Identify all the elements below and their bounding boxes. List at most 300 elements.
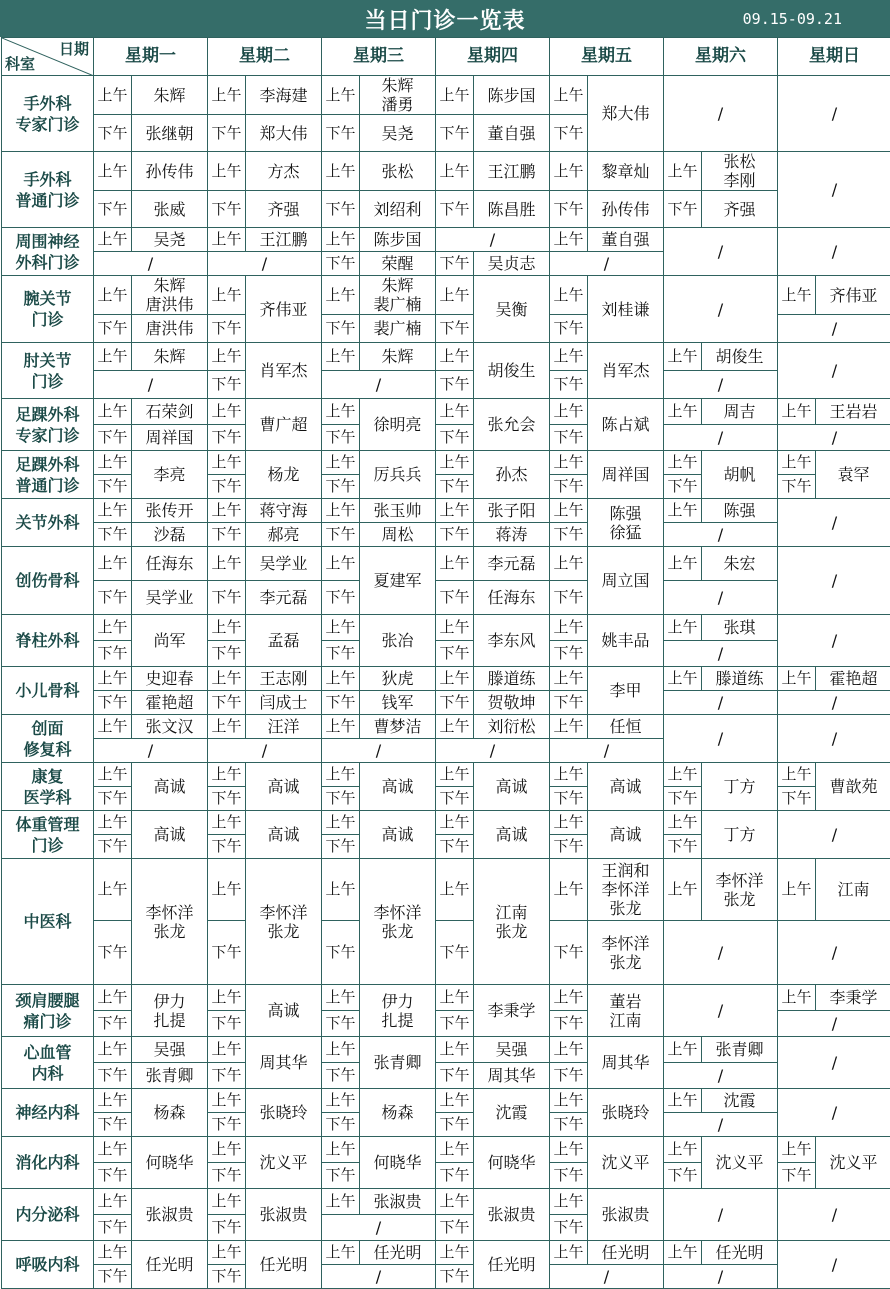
am-label: 上午 <box>550 499 588 523</box>
am-label: 上午 <box>550 547 588 581</box>
schedule-row-am <box>2 859 890 921</box>
doctor-name-am: 王江鹏 <box>474 152 550 191</box>
doctor-name-am: 任光明 <box>360 1241 436 1265</box>
pm-label: 下午 <box>778 1163 816 1189</box>
blank-slot: / <box>436 228 550 252</box>
am-label: 上午 <box>94 1137 132 1163</box>
am-label: 上午 <box>94 547 132 581</box>
doctor-name-am: 吴尧 <box>132 228 208 252</box>
am-label: 上午 <box>436 276 474 315</box>
am-label: 上午 <box>322 1241 360 1265</box>
schedule-row-am <box>2 343 890 371</box>
pm-label: 下午 <box>208 115 246 152</box>
pm-label: 下午 <box>436 1113 474 1137</box>
am-label: 上午 <box>550 76 588 115</box>
doctor-name-am: 滕道练 <box>474 667 550 691</box>
am-label: 上午 <box>550 276 588 315</box>
am-label: 上午 <box>322 76 360 115</box>
am-label: 上午 <box>778 667 816 691</box>
am-label: 上午 <box>664 667 702 691</box>
am-label: 上午 <box>664 152 702 191</box>
pm-label: 下午 <box>322 921 360 985</box>
doctor-name-fullday: 丁方 <box>702 811 778 859</box>
doctor-name-am: 齐伟亚 <box>816 276 890 315</box>
pm-label: 下午 <box>322 581 360 615</box>
department-name: 小儿骨科 <box>2 667 94 715</box>
pm-label: 下午 <box>94 1163 132 1189</box>
doctor-name-fullday: 齐伟亚 <box>246 276 322 343</box>
am-label: 上午 <box>436 547 474 581</box>
pm-label: 下午 <box>436 1215 474 1241</box>
doctor-name-fullday: 肖军杰 <box>588 343 664 399</box>
blank-slot: / <box>664 425 778 451</box>
blank-slot: / <box>664 691 778 715</box>
doctor-name-pm: 齐强 <box>246 191 322 228</box>
doctor-name-fullday: 张淑贵 <box>474 1189 550 1241</box>
doctor-name-fullday: 陈强 徐猛 <box>588 499 664 547</box>
am-label: 上午 <box>664 615 702 641</box>
am-label: 上午 <box>208 547 246 581</box>
blank-slot: / <box>436 739 550 763</box>
blank-slot: / <box>778 1037 890 1089</box>
pm-label: 下午 <box>436 523 474 547</box>
doctor-name-am: 朱辉 <box>132 343 208 371</box>
schedule-row-am <box>2 1241 890 1265</box>
am-label: 上午 <box>436 1241 474 1265</box>
am-label: 上午 <box>436 985 474 1011</box>
doctor-name-fullday: 沈义平 <box>588 1137 664 1189</box>
am-label: 上午 <box>94 1037 132 1063</box>
pm-label: 下午 <box>208 1063 246 1089</box>
doctor-name-fullday: 高诚 <box>360 763 436 811</box>
pm-label: 下午 <box>322 1163 360 1189</box>
doctor-name-am: 朱辉 <box>360 343 436 371</box>
schedule-row-am <box>2 667 890 691</box>
schedule-row-am <box>2 547 890 581</box>
schedule-row-pm <box>2 581 890 615</box>
blank-slot: / <box>778 343 890 399</box>
doctor-name-pm: 张继朝 <box>132 115 208 152</box>
department-name: 神经内科 <box>2 1089 94 1137</box>
pm-label: 下午 <box>436 1011 474 1037</box>
am-label: 上午 <box>436 451 474 475</box>
am-label: 上午 <box>322 1189 360 1215</box>
am-label: 上午 <box>778 276 816 315</box>
doctor-name-am: 朱辉 潘勇 <box>360 76 436 115</box>
pm-label: 下午 <box>550 921 588 985</box>
department-name: 呼吸内科 <box>2 1241 94 1289</box>
pm-label: 下午 <box>208 1011 246 1037</box>
blank-slot: / <box>664 985 778 1037</box>
blank-slot: / <box>664 76 778 152</box>
department-name: 心血管 内科 <box>2 1037 94 1089</box>
pm-label: 下午 <box>208 921 246 985</box>
doctor-name-fullday: 张淑贵 <box>588 1189 664 1241</box>
doctor-name-fullday: 李亮 <box>132 451 208 499</box>
am-label: 上午 <box>94 276 132 315</box>
doctor-name-am: 李怀洋 张龙 <box>702 859 778 921</box>
am-label: 上午 <box>436 667 474 691</box>
am-label: 上午 <box>550 451 588 475</box>
doctor-name-fullday: 张允会 <box>474 399 550 451</box>
doctor-name-am: 狄虎 <box>360 667 436 691</box>
doctor-name-fullday: 曹广超 <box>246 399 322 451</box>
doctor-name-pm: 周其华 <box>474 1063 550 1089</box>
doctor-name-fullday: 丁方 <box>702 763 778 811</box>
am-label: 上午 <box>322 1137 360 1163</box>
pm-label: 下午 <box>94 921 132 985</box>
am-label: 上午 <box>322 763 360 787</box>
schedule-row-am <box>2 399 890 425</box>
blank-slot: / <box>322 371 436 399</box>
pm-label: 下午 <box>322 191 360 228</box>
pm-label: 下午 <box>208 191 246 228</box>
pm-label: 下午 <box>94 1113 132 1137</box>
blank-slot: / <box>664 1265 778 1289</box>
pm-label: 下午 <box>208 691 246 715</box>
doctor-name-fullday: 高诚 <box>246 985 322 1037</box>
blank-slot: / <box>778 547 890 615</box>
doctor-name-fullday: 李东风 <box>474 615 550 667</box>
department-name: 康复 医学科 <box>2 763 94 811</box>
pm-label: 下午 <box>208 1215 246 1241</box>
pm-label: 下午 <box>436 1265 474 1289</box>
am-label: 上午 <box>550 715 588 739</box>
am-label: 上午 <box>436 715 474 739</box>
am-label: 上午 <box>94 1089 132 1113</box>
doctor-name-am: 吴学业 <box>246 547 322 581</box>
doctor-name-am: 张子阳 <box>474 499 550 523</box>
department-name: 体重管理 门诊 <box>2 811 94 859</box>
pm-label: 下午 <box>436 641 474 667</box>
doctor-name-pm: 闫成士 <box>246 691 322 715</box>
schedule-row-am <box>2 763 890 787</box>
doctor-name-fullday: 肖军杰 <box>246 343 322 399</box>
am-label: 上午 <box>208 152 246 191</box>
doctor-name-fullday: 高诚 <box>246 763 322 811</box>
doctor-name-pm: 张威 <box>132 191 208 228</box>
doctor-name-am: 陈强 <box>702 499 778 523</box>
pm-label: 下午 <box>208 523 246 547</box>
doctor-name-fullday: 张晓玲 <box>246 1089 322 1137</box>
day-header: 星期一 <box>94 38 208 76</box>
am-label: 上午 <box>94 615 132 641</box>
pm-label: 下午 <box>94 835 132 859</box>
am-label: 上午 <box>208 399 246 425</box>
am-label: 上午 <box>94 343 132 371</box>
doctor-name-am: 吴强 <box>132 1037 208 1063</box>
am-label: 上午 <box>664 343 702 371</box>
am-label: 上午 <box>550 399 588 425</box>
doctor-name-fullday: 沈霞 <box>474 1089 550 1137</box>
doctor-name-am: 李秉学 <box>816 985 890 1011</box>
pm-label: 下午 <box>436 252 474 276</box>
doctor-name-pm: 吴贞志 <box>474 252 550 276</box>
pm-label: 下午 <box>664 1163 702 1189</box>
pm-label: 下午 <box>208 787 246 811</box>
schedule-row-pm <box>2 523 890 547</box>
doctor-name-fullday: 李怀洋 张龙 <box>360 859 436 985</box>
pm-label: 下午 <box>436 581 474 615</box>
am-label: 上午 <box>322 343 360 371</box>
pm-label: 下午 <box>208 475 246 499</box>
blank-slot: / <box>664 1063 778 1089</box>
doctor-name-pm: 李元磊 <box>246 581 322 615</box>
blank-slot: / <box>322 739 436 763</box>
am-label: 上午 <box>208 715 246 739</box>
day-header: 星期四 <box>436 38 550 76</box>
pm-label: 下午 <box>322 523 360 547</box>
pm-label: 下午 <box>550 1163 588 1189</box>
pm-label: 下午 <box>436 691 474 715</box>
blank-slot: / <box>778 499 890 547</box>
pm-label: 下午 <box>94 315 132 343</box>
department-name: 关节外科 <box>2 499 94 547</box>
doctor-name-fullday: 张晓玲 <box>588 1089 664 1137</box>
am-label: 上午 <box>550 985 588 1011</box>
pm-label: 下午 <box>550 641 588 667</box>
doctor-name-am: 沈霞 <box>702 1089 778 1113</box>
schedule-row-am <box>2 715 890 739</box>
corner-cell <box>2 38 94 76</box>
am-label: 上午 <box>664 859 702 921</box>
am-label: 上午 <box>208 1241 246 1265</box>
blank-slot: / <box>94 252 208 276</box>
am-label: 上午 <box>94 667 132 691</box>
am-label: 上午 <box>550 1189 588 1215</box>
am-label: 上午 <box>550 667 588 691</box>
corner-day-label: 日期 <box>59 40 89 59</box>
doctor-name-fullday: 任光明 <box>474 1241 550 1289</box>
doctor-name-am: 蒋守海 <box>246 499 322 523</box>
schedule-row-am <box>2 76 890 115</box>
pm-label: 下午 <box>436 191 474 228</box>
am-label: 上午 <box>664 1137 702 1163</box>
page-title: 当日门诊一览表 <box>0 4 890 35</box>
schedule-row-am <box>2 985 890 1011</box>
pm-label: 下午 <box>664 787 702 811</box>
doctor-name-pm: 霍艳超 <box>132 691 208 715</box>
pm-label: 下午 <box>322 115 360 152</box>
am-label: 上午 <box>94 1189 132 1215</box>
pm-label: 下午 <box>94 191 132 228</box>
pm-label: 下午 <box>322 1113 360 1137</box>
am-label: 上午 <box>322 985 360 1011</box>
blank-slot: / <box>208 739 322 763</box>
blank-slot: / <box>778 152 890 228</box>
am-label: 上午 <box>322 547 360 581</box>
doctor-name-am: 李元磊 <box>474 547 550 581</box>
doctor-name-am: 张松 李刚 <box>702 152 778 191</box>
doctor-name-am: 方杰 <box>246 152 322 191</box>
doctor-name-am: 王志刚 <box>246 667 322 691</box>
doctor-name-fullday: 高诚 <box>588 811 664 859</box>
am-label: 上午 <box>322 859 360 921</box>
clinic-schedule-table <box>1 37 890 1289</box>
pm-label: 下午 <box>664 835 702 859</box>
am-label: 上午 <box>436 152 474 191</box>
schedule-row-am <box>2 1089 890 1113</box>
doctor-name-am: 王润和 李怀洋 张龙 <box>588 859 664 921</box>
doctor-name-fullday: 周祥国 <box>588 451 664 499</box>
doctor-name-pm: 张青卿 <box>132 1063 208 1089</box>
am-label: 上午 <box>322 811 360 835</box>
pm-label: 下午 <box>550 475 588 499</box>
schedule-row-pm <box>2 1063 890 1089</box>
pm-label: 下午 <box>436 371 474 399</box>
am-label: 上午 <box>436 399 474 425</box>
am-label: 上午 <box>778 763 816 787</box>
am-label: 上午 <box>436 859 474 921</box>
doctor-name-pm: 吴学业 <box>132 581 208 615</box>
am-label: 上午 <box>436 1037 474 1063</box>
blank-slot: / <box>778 228 890 276</box>
blank-slot: / <box>664 276 778 343</box>
pm-label: 下午 <box>436 921 474 985</box>
doctor-name-am: 任海东 <box>132 547 208 581</box>
schedule-row-am <box>2 451 890 475</box>
doctor-name-fullday: 张淑贵 <box>132 1189 208 1241</box>
date-range: 09.15-09.21 <box>743 10 842 28</box>
am-label: 上午 <box>322 276 360 315</box>
doctor-name-am: 曹梦洁 <box>360 715 436 739</box>
department-name: 颈肩腰腿 痛门诊 <box>2 985 94 1037</box>
am-label: 上午 <box>778 859 816 921</box>
pm-label: 下午 <box>550 315 588 343</box>
doctor-name-pm: 齐强 <box>702 191 778 228</box>
am-label: 上午 <box>664 399 702 425</box>
doctor-name-pm: 蒋涛 <box>474 523 550 547</box>
am-label: 上午 <box>94 763 132 787</box>
doctor-name-fullday: 孟磊 <box>246 615 322 667</box>
pm-label: 下午 <box>94 475 132 499</box>
doctor-name-fullday: 伊力 扎提 <box>132 985 208 1037</box>
am-label: 上午 <box>94 985 132 1011</box>
schedule-row-am <box>2 615 890 641</box>
blank-slot: / <box>550 739 664 763</box>
doctor-name-pm: 钱军 <box>360 691 436 715</box>
pm-label: 下午 <box>322 475 360 499</box>
pm-label: 下午 <box>322 425 360 451</box>
pm-label: 下午 <box>550 191 588 228</box>
am-label: 上午 <box>664 499 702 523</box>
schedule-row-pm <box>2 371 890 399</box>
doctor-name-am: 任光明 <box>702 1241 778 1265</box>
doctor-name-am: 任恒 <box>588 715 664 739</box>
am-label: 上午 <box>436 1189 474 1215</box>
department-name: 中医科 <box>2 859 94 985</box>
pm-label: 下午 <box>778 787 816 811</box>
department-name: 手外科 普通门诊 <box>2 152 94 228</box>
day-header: 星期二 <box>208 38 322 76</box>
am-label: 上午 <box>778 1137 816 1163</box>
doctor-name-fullday: 何晓华 <box>474 1137 550 1189</box>
doctor-name-am: 任光明 <box>588 1241 664 1265</box>
pm-label: 下午 <box>664 191 702 228</box>
blank-slot: / <box>778 921 890 985</box>
pm-label: 下午 <box>550 1113 588 1137</box>
doctor-name-pm: 刘绍利 <box>360 191 436 228</box>
doctor-name-fullday: 高诚 <box>132 763 208 811</box>
blank-slot: / <box>322 1215 436 1241</box>
pm-label: 下午 <box>322 835 360 859</box>
blank-slot: / <box>778 691 890 715</box>
schedule-row-pm <box>2 191 890 228</box>
doctor-name-am: 吴强 <box>474 1037 550 1063</box>
doctor-name-fullday: 郑大伟 <box>588 76 664 152</box>
pm-label: 下午 <box>208 581 246 615</box>
pm-label: 下午 <box>94 691 132 715</box>
pm-label: 下午 <box>550 691 588 715</box>
doctor-name-fullday: 何晓华 <box>132 1137 208 1189</box>
blank-slot: / <box>94 739 208 763</box>
pm-label: 下午 <box>208 315 246 343</box>
pm-label: 下午 <box>550 1063 588 1089</box>
department-name: 创面 修复科 <box>2 715 94 763</box>
doctor-name-am: 周吉 <box>702 399 778 425</box>
am-label: 上午 <box>778 399 816 425</box>
am-label: 上午 <box>664 1037 702 1063</box>
blank-slot: / <box>664 1113 778 1137</box>
blank-slot: / <box>664 581 778 615</box>
pm-label: 下午 <box>94 523 132 547</box>
doctor-name-fullday: 李怀洋 张龙 <box>246 859 322 985</box>
pm-label: 下午 <box>550 115 588 152</box>
doctor-name-am: 朱辉 唐洪伟 <box>132 276 208 315</box>
am-label: 上午 <box>550 763 588 787</box>
pm-label: 下午 <box>94 787 132 811</box>
blank-slot: / <box>778 1089 890 1137</box>
doctor-name-am: 黎章灿 <box>588 152 664 191</box>
schedule-row-am <box>2 228 890 252</box>
pm-label: 下午 <box>94 1063 132 1089</box>
schedule-row-am <box>2 152 890 191</box>
doctor-name-am: 陈步国 <box>360 228 436 252</box>
doctor-name-pm: 沙磊 <box>132 523 208 547</box>
am-label: 上午 <box>208 763 246 787</box>
doctor-name-fullday: 杨森 <box>360 1089 436 1137</box>
doctor-name-fullday: 陈占斌 <box>588 399 664 451</box>
doctor-name-am: 朱辉 裴广楠 <box>360 276 436 315</box>
pm-label: 下午 <box>436 1063 474 1089</box>
pm-label: 下午 <box>550 371 588 399</box>
corner-dept-label: 科室 <box>5 55 35 74</box>
doctor-name-fullday: 张冶 <box>360 615 436 667</box>
am-label: 上午 <box>322 499 360 523</box>
doctor-name-am: 陈步国 <box>474 76 550 115</box>
schedule-row-pm <box>2 691 890 715</box>
am-label: 上午 <box>208 615 246 641</box>
doctor-name-fullday: 吴衡 <box>474 276 550 343</box>
doctor-name-am: 张琪 <box>702 615 778 641</box>
doctor-name-fullday: 曹歆苑 <box>816 763 890 811</box>
department-name: 足踝外科 普通门诊 <box>2 451 94 499</box>
doctor-name-am: 张青卿 <box>702 1037 778 1063</box>
am-label: 上午 <box>664 547 702 581</box>
pm-label: 下午 <box>208 425 246 451</box>
blank-slot: / <box>778 811 890 859</box>
pm-label: 下午 <box>94 425 132 451</box>
doctor-name-fullday: 袁罕 <box>816 451 890 499</box>
department-name: 足踝外科 专家门诊 <box>2 399 94 451</box>
doctor-name-am: 滕道练 <box>702 667 778 691</box>
am-label: 上午 <box>322 667 360 691</box>
doctor-name-fullday: 胡帆 <box>702 451 778 499</box>
doctor-name-fullday: 董岩 江南 <box>588 985 664 1037</box>
doctor-name-fullday: 周其华 <box>588 1037 664 1089</box>
pm-label: 下午 <box>322 691 360 715</box>
department-name: 脊柱外科 <box>2 615 94 667</box>
